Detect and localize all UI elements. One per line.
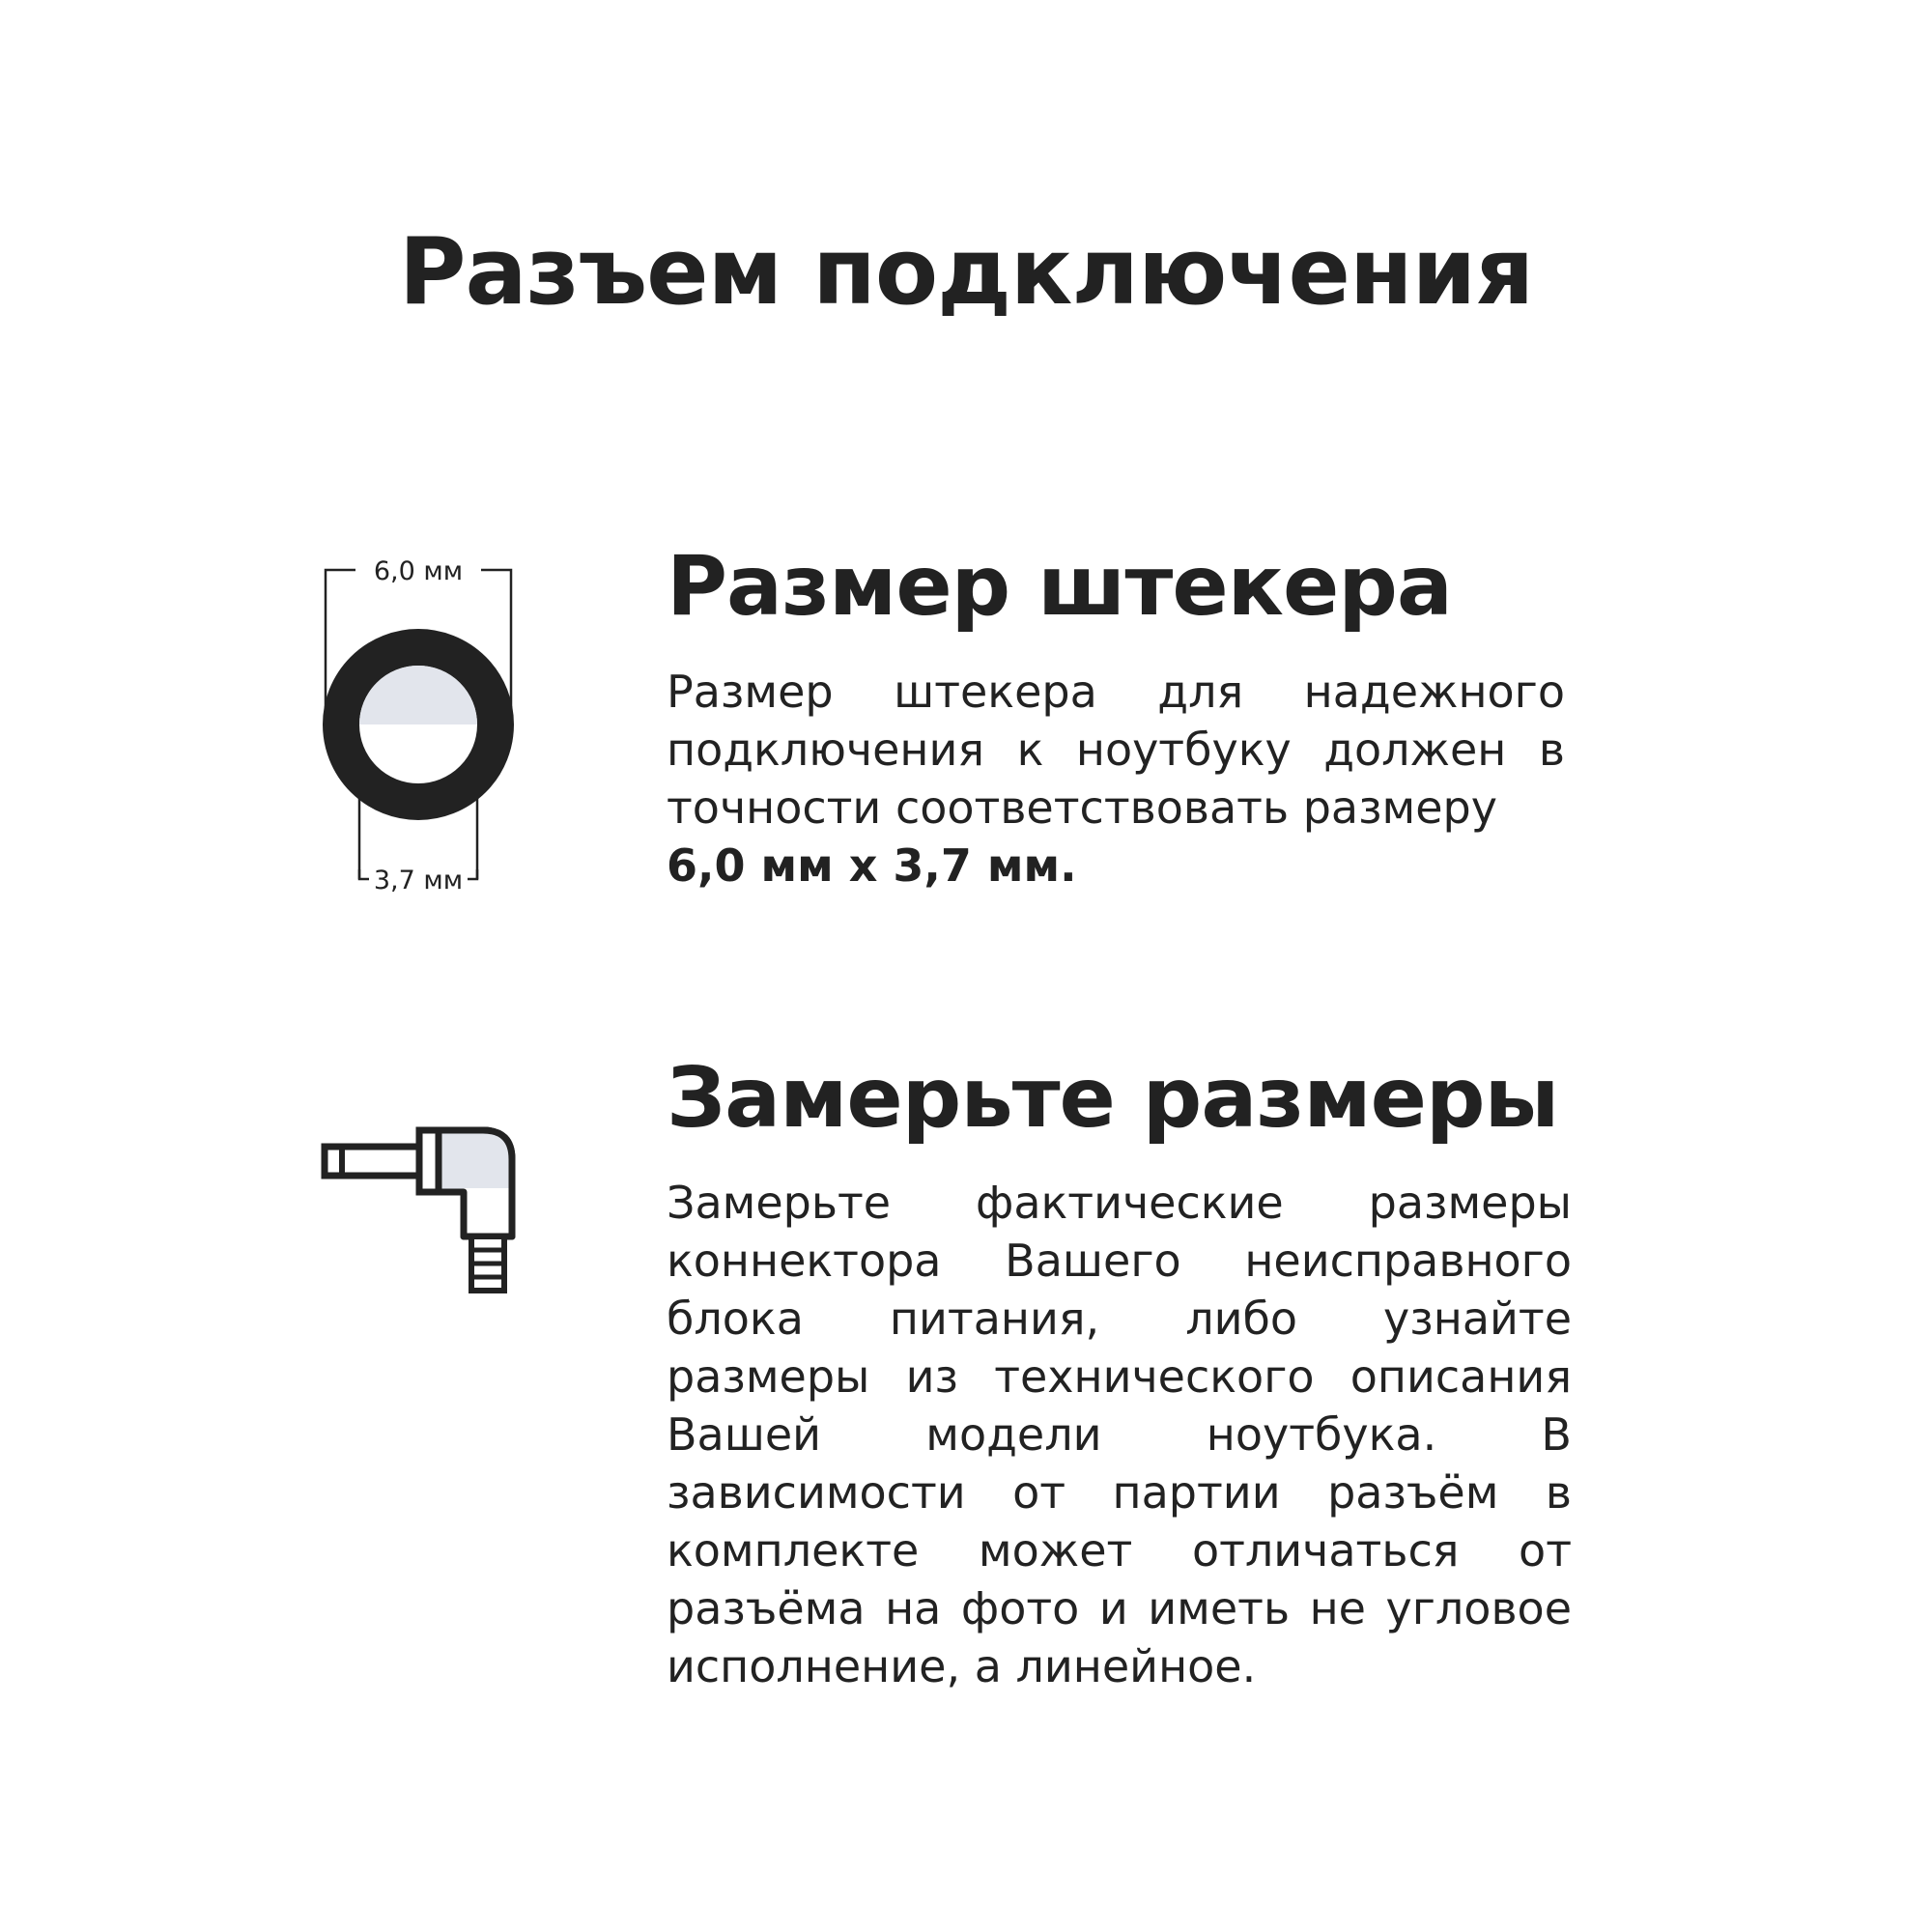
section-body-measure: Замерьте фактические размеры коннектора Вашего неисправного блока питания, либо узнайте размеры из технического описания Вашей модели ноутбука. В зависимости от партии разъём в комплекте может отличаться от разъёма на фото и иметь не угловое исполнение, а линейное.: [667, 1177, 1572, 1692]
outer-dimension-line: [326, 570, 355, 589]
outer-diameter-label: 6,0 мм: [373, 556, 464, 586]
page-title: Разъем подключения: [398, 219, 1534, 326]
section-body-plug-size: [667, 663, 1565, 895]
inner-dimension-line: [468, 869, 477, 879]
angled-plug-icon: [319, 1121, 531, 1294]
section-heading-plug-size: Размер штекера: [667, 538, 1452, 635]
section-heading-measure: Замерьте размеры: [667, 1050, 1559, 1147]
inner-diameter-label: 3,7 мм: [373, 866, 464, 895]
plug-tip: [325, 1147, 419, 1176]
plug-size-value: 6,0 мм x 3,7 мм.: [667, 839, 1077, 892]
inner-dimension-line: [359, 869, 369, 879]
plug-size-text: Размер штекера для надежного подключения к ноутбуку должен в точности соответствовать размеру: [667, 666, 1565, 834]
outer-dimension-line: [481, 570, 511, 589]
plug-size-diagram-icon: [319, 551, 522, 898]
